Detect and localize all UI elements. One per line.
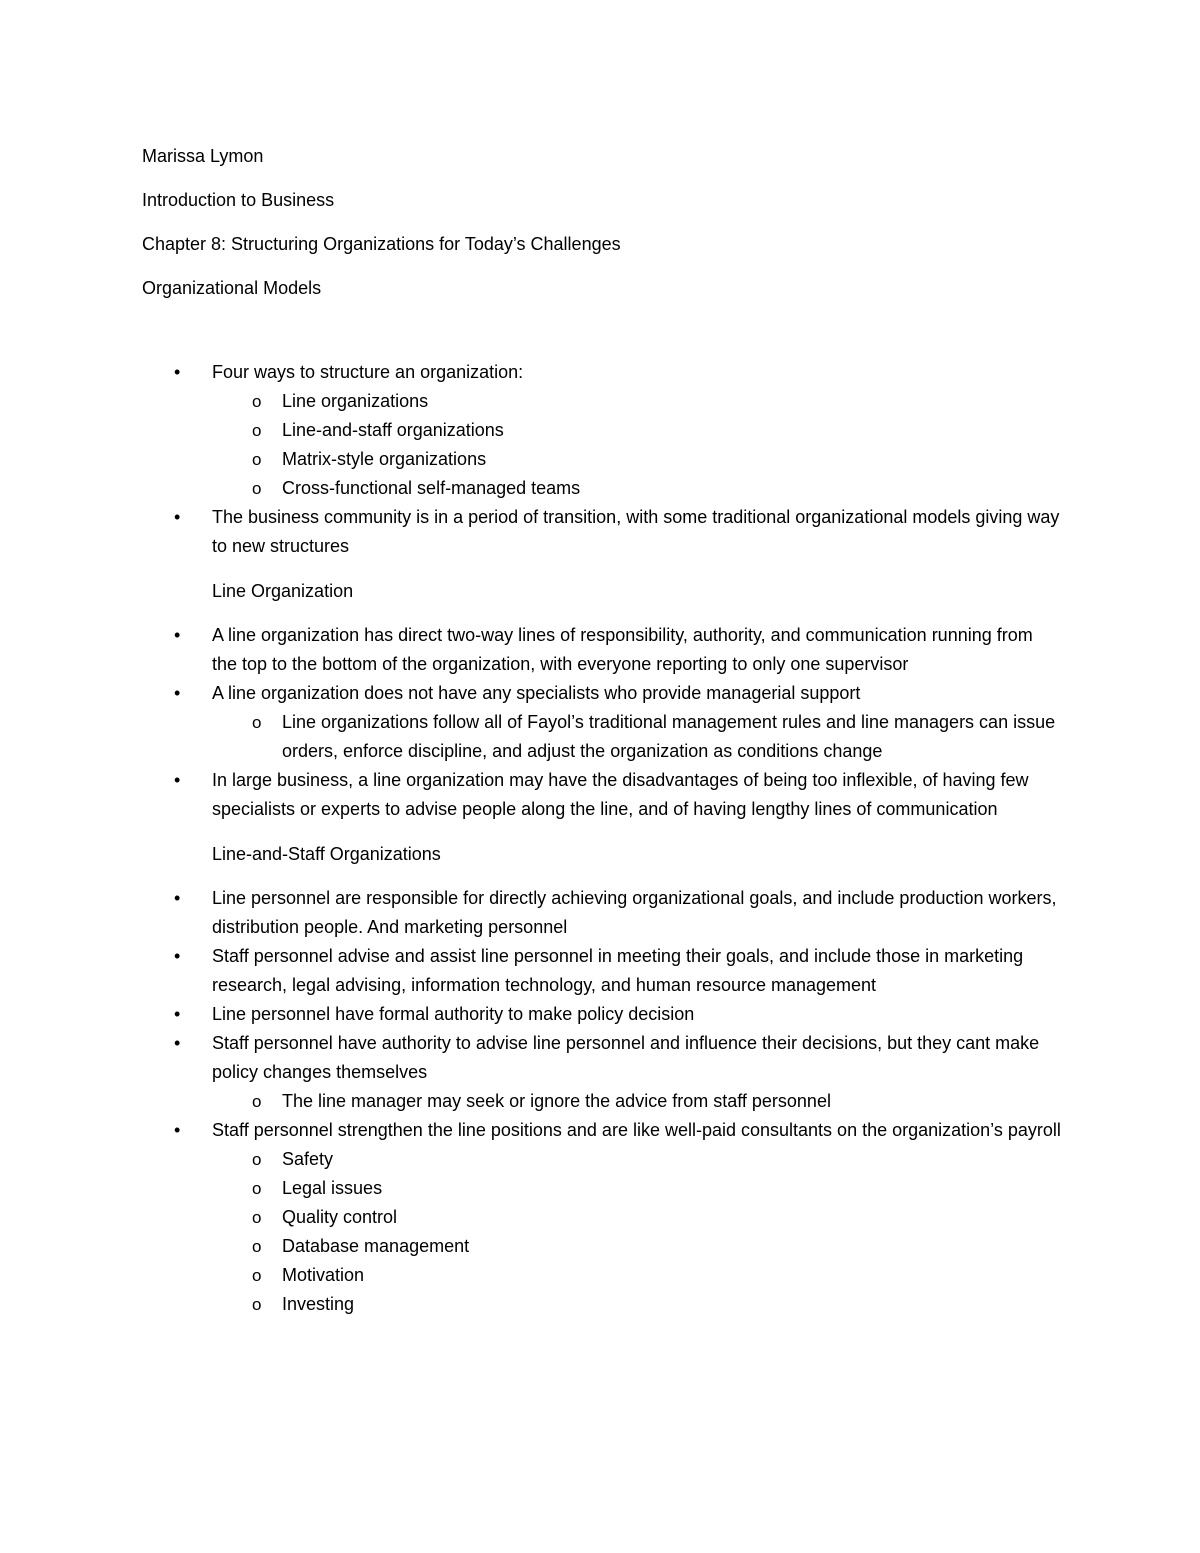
section-heading: Line-and-Staff Organizations xyxy=(212,844,441,864)
sub-list-item-text: Database management xyxy=(282,1236,470,1256)
list-item-text: The business community is in a period of transition, with some traditional organizational models giving way to new structures xyxy=(212,507,1060,556)
list-item-text: Staff personnel have authority to advise line personnel and influence their decisions, but they cant make policy changes themselves xyxy=(212,1033,1040,1082)
bullet-icon: • xyxy=(174,683,181,703)
bullet-icon: • xyxy=(174,1033,181,1053)
sub-list-item-text: Line organizations follow all of Fayol’s traditional management rules and line managers can issue orders, enforce discipline, and adjust the organization as conditions change xyxy=(282,712,1056,761)
circle-bullet-icon: o xyxy=(252,713,262,732)
sub-list-item xyxy=(212,1145,1062,1174)
list-item xyxy=(142,679,1062,766)
author-name: Marissa Lymon xyxy=(142,146,264,166)
sub-list-item-text: Line organizations xyxy=(282,391,429,411)
sub-list-item-text: Legal issues xyxy=(282,1178,383,1198)
list-item-text: A line organization has direct two-way lines of responsibility, authority, and communication running from the top to the bottom of the organization, with everyone reporting to only one supervisor xyxy=(212,625,1033,674)
list-item xyxy=(142,1029,1062,1116)
course-title: Introduction to Business xyxy=(142,190,335,210)
sub-list-item xyxy=(212,1261,1062,1290)
sub-list-item-text: Motivation xyxy=(282,1265,365,1285)
sub-bullet-list xyxy=(212,387,1062,503)
document-header xyxy=(142,142,1062,303)
circle-bullet-icon: o xyxy=(252,1150,262,1169)
circle-bullet-icon: o xyxy=(252,1179,262,1198)
chapter-title: Chapter 8: Structuring Organizations for Today’s Challenges xyxy=(142,234,621,254)
sub-bullet-list xyxy=(212,708,1062,766)
bullet-icon: • xyxy=(174,888,181,908)
sub-list-item-text: Investing xyxy=(282,1294,355,1314)
bullet-icon: • xyxy=(174,1120,181,1140)
list-item-text: Staff personnel advise and assist line personnel in meeting their goals, and include those in marketing research, legal advising, information technology, and human resource management xyxy=(212,946,1024,995)
sub-list-item xyxy=(212,1232,1062,1261)
list-item-text: Line personnel are responsible for directly achieving organizational goals, and include production workers, distribution people. And marketing personnel xyxy=(212,888,1057,937)
sub-list-item-text: Cross-functional self-managed teams xyxy=(282,478,581,498)
bullet-icon: • xyxy=(174,625,181,645)
bullet-list xyxy=(142,358,1062,561)
bullet-icon: • xyxy=(174,1004,181,1024)
bullet-icon: • xyxy=(174,362,181,382)
topic-title: Organizational Models xyxy=(142,278,322,298)
section-heading: Line Organization xyxy=(212,581,354,601)
list-item-text: Four ways to structure an organization: xyxy=(212,362,524,382)
sub-list-item xyxy=(212,1290,1062,1319)
list-item xyxy=(142,358,1062,503)
circle-bullet-icon: o xyxy=(252,1266,262,1285)
list-item xyxy=(142,503,1062,561)
sub-list-item-text: The line manager may seek or ignore the advice from staff personnel xyxy=(282,1091,831,1111)
list-item-text: Staff personnel strengthen the line positions and are like well-paid consultants on the organization’s payroll xyxy=(212,1120,1061,1140)
document-body xyxy=(142,142,1062,1319)
sub-list-item-text: Safety xyxy=(282,1149,334,1169)
circle-bullet-icon: o xyxy=(252,1208,262,1227)
list-item xyxy=(142,766,1062,824)
list-item-text: In large business, a line organization may have the disadvantages of being too inflexible, of having few specialists or experts to advise people along the line, and of having lengthy lines of communication xyxy=(212,770,1029,819)
circle-bullet-icon: o xyxy=(252,479,262,498)
sub-list-item xyxy=(212,1087,1062,1116)
sub-list-item xyxy=(212,1203,1062,1232)
list-item-text: Line personnel have formal authority to make policy decision xyxy=(212,1004,695,1024)
notes-sections xyxy=(142,358,1062,1319)
list-item-text: A line organization does not have any specialists who provide managerial support xyxy=(212,683,861,703)
bullet-icon: • xyxy=(174,946,181,966)
sub-list-item xyxy=(212,387,1062,416)
bullet-icon: • xyxy=(174,770,181,790)
circle-bullet-icon: o xyxy=(252,1092,262,1111)
sub-bullet-list xyxy=(212,1145,1062,1319)
bullet-list xyxy=(142,621,1062,824)
list-item xyxy=(142,942,1062,1000)
bullet-list xyxy=(142,884,1062,1319)
list-item xyxy=(142,884,1062,942)
list-item xyxy=(142,1000,1062,1029)
circle-bullet-icon: o xyxy=(252,1237,262,1256)
sub-list-item-text: Quality control xyxy=(282,1207,398,1227)
circle-bullet-icon: o xyxy=(252,421,262,440)
sub-list-item xyxy=(212,1174,1062,1203)
sub-list-item xyxy=(212,474,1062,503)
sub-list-item-text: Matrix-style organizations xyxy=(282,449,487,469)
sub-bullet-list xyxy=(212,1087,1062,1116)
circle-bullet-icon: o xyxy=(252,1295,262,1314)
bullet-icon: • xyxy=(174,507,181,527)
sub-list-item xyxy=(212,445,1062,474)
sub-list-item-text: Line-and-staff organizations xyxy=(282,420,504,440)
list-item xyxy=(142,1116,1062,1319)
circle-bullet-icon: o xyxy=(252,450,262,469)
list-item xyxy=(142,621,1062,679)
sub-list-item xyxy=(212,708,1062,766)
circle-bullet-icon: o xyxy=(252,392,262,411)
sub-list-item xyxy=(212,416,1062,445)
